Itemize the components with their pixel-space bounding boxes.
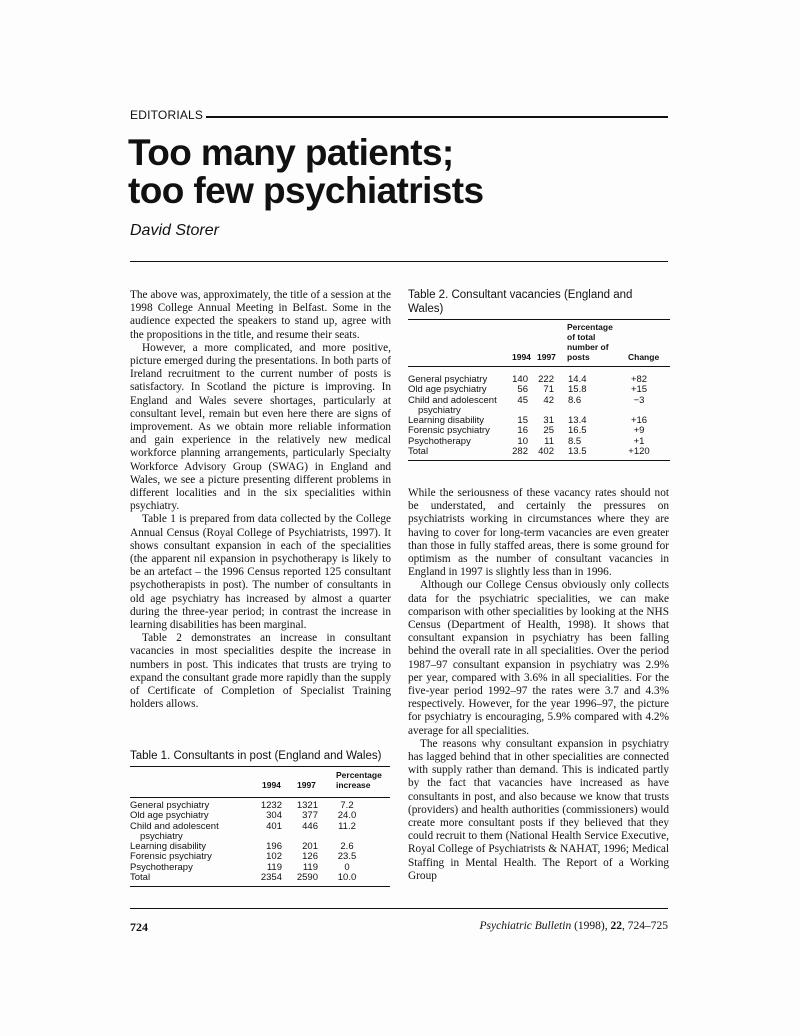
cell-y1997: 402 [538,446,554,458]
cell-change: +15 [630,384,648,396]
header-1994: 1994 [262,780,281,790]
cell-change: −3 [633,394,645,406]
cell-pct: 11.2 [338,820,356,832]
cell-y1994: 10 [517,435,528,447]
row-label: General psychiatry [130,800,210,811]
section-rule [206,116,668,118]
right-column [408,487,669,883]
cell-y1997: 31 [543,415,554,427]
paragraph: Although our College Census obviously only collects data for the psychiatric specialities, we can make comparison with other specialities by looking at the NHS Census (Department of Health, 1998). It shows that consultant expansion in psychiatry has been falling behind the overall rate in all specialities. Over the period 1987–97 consultant expansion in psychiatry was 2.9% per year, compared with 3.6% in all specialities. For the five-year period 1992–97 the rates were 3.7 and 4.3% respectively. However, for the year 1996–97, the picture for psychiatry is encouraging, 5.9% compared with 4.2% average for all specialities. [408,579,669,737]
header-1997: 1997 [297,780,316,790]
cell-pct: 16.5 [568,425,587,437]
paragraph: Table 2 demonstrates an increase in consultant vacancies in most specialities despite the increase in numbers in post. This indicates that trusts are trying to expand the consultant grade more rapidly than the supply of Certificate of Completion of Specialist Training holders allows. [130,632,391,711]
table2 [408,319,670,461]
cell-y1994: 16 [517,425,528,437]
journal-volume: 22 [610,920,622,932]
row-label: Child and adolescent [130,820,219,832]
journal-citation [480,920,668,932]
cell-y1997: 201 [302,841,318,853]
journal-name: Psychiatric Bulletin [479,920,572,932]
title-line-1: Too many patients; [128,132,454,173]
table-rule [408,460,670,461]
table2-caption: Table 2. Consultant vacancies (England and Wales) [408,289,633,315]
cell-y1994: 15 [517,415,528,427]
row-label: Total [408,446,429,458]
cell-pct: 23.5 [337,851,357,863]
cell-y1994: 2354 [260,872,282,884]
cell-y1997: 119 [302,861,318,873]
cell-y1994: 1232 [260,800,282,811]
header-pct-line3: number of [567,342,609,352]
cell-y1997: 2590 [296,872,318,884]
paragraph: However, a more complicated, and more positive, picture emerged during the presentations. In both parts of Ireland recruitment to the current number of posts is satisfactory. In Scotland the picture is improving. In England and Wales severe shortages, particularly at consultant level, remain but even here there are signs of improvement. As we obtain more reliable information and gain experience in the relatively new medical workforce planning arrangements, particularly Specialty Workforce Advisory Group (SWAG) in England and Wales, we see a picture presenting different problems in different localities and in the six specialities within psychiatry. [130,341,391,513]
section-label: EDITORIALS [130,108,204,122]
row-label: Old age psychiatry [130,810,209,822]
row-label: Child and adolescent [408,394,497,406]
table-row [408,396,670,417]
header-divider [130,261,668,262]
row-label-continued: psychiatry [140,830,183,842]
cell-change: +82 [630,374,648,385]
cell-pct: 10.0 [337,872,357,884]
header-pct-line2: increase [336,780,371,790]
header-pct-line4: posts [567,352,590,362]
cell-y1994: 56 [517,384,528,396]
cell-y1997: 377 [302,810,318,822]
table1 [130,766,390,887]
cell-change: +9 [633,425,645,437]
article-title [128,134,668,210]
cell-pct: 7.2 [340,800,354,811]
cell-y1994: 304 [266,810,282,822]
cell-y1997: 42 [543,394,554,406]
cell-y1994: 119 [266,861,282,873]
row-label: Old age psychiatry [408,384,487,396]
cell-pct: 0 [344,861,350,873]
cell-y1997: 71 [543,384,554,396]
row-label: Forensic psychiatry [130,851,212,863]
row-label: Forensic psychiatry [408,425,490,437]
paragraph: The above was, approximately, the title of a session at the 1998 College Annual Meeting in Belfast. Some in the audience expected the speakers to stand up, agree with the propositions in the title, and resume their seats. [130,289,391,341]
cell-y1997: 1321 [296,800,318,811]
cell-y1994: 102 [266,851,282,863]
table2-header [408,320,670,366]
page-number: 724 [130,920,148,934]
cell-y1997: 446 [302,820,318,832]
cell-pct: 2.6 [340,841,354,853]
row-label: Psychotherapy [130,861,193,873]
cell-y1997: 126 [302,851,318,863]
title-line-2: too few psychiatrists [128,170,484,211]
table-row [130,822,390,843]
section-header [130,108,668,124]
cell-change: +16 [630,415,648,427]
journal-pages: , 724–725 [622,920,668,932]
cell-y1994: 196 [266,841,282,853]
row-label-continued: psychiatry [418,404,461,416]
cell-pct: 8.5 [568,435,582,447]
cell-y1994: 140 [512,374,528,385]
header-pct-line2: of total [567,332,596,342]
row-label: Psychotherapy [408,435,471,447]
table-rule [130,886,390,887]
table1-caption: Table 1. Consultants in post (England and Wales) [130,750,382,762]
header-change: Change [628,352,660,362]
header-pct-line1: Percentage [336,770,382,780]
cell-y1997: 11 [544,435,554,447]
cell-y1997: 222 [538,374,554,385]
left-column [130,289,391,712]
cell-change: +120 [628,446,650,458]
paragraph: The reasons why consultant expansion in psychiatry has lagged behind that in other specialities are connected with supply rather than demand. This is indicated partly by the fact that vacancies have increased as have consultants in post, and also because we know that trusts (providers) and health authorities (commissioners) would create more consultant posts if they believed that they could recruit to them (National Health Service Executive, Royal College of Psychiatrists & NAHAT, 1996; Medical Staffing in Mental Health. The Report of a Working Group [408,737,669,882]
cell-pct: 14.4 [568,374,587,385]
cell-y1994: 401 [266,820,282,832]
cell-pct: 8.6 [568,394,582,406]
cell-pct: 13.4 [568,415,587,427]
header-pct-line1: Percentage [567,322,613,332]
journal-year: (1998), [574,920,608,932]
table1-header [130,767,390,797]
table-row [408,447,670,457]
cell-pct: 24.0 [337,810,357,822]
cell-y1997: 25 [543,425,554,437]
cell-y1994: 45 [517,394,528,406]
author-name: David Storer [130,222,219,239]
footer-rule [130,908,668,909]
header-1994: 1994 [512,352,531,362]
table2-body [408,375,670,457]
row-label: Learning disability [130,841,207,853]
cell-y1994: 282 [512,446,528,458]
paragraph: While the seriousness of these vacancy rates should not be understated, and certainly the pressures on psychiatrists working in circumstances where they are having to cover for long-term vacancies are even greater than those in fully staffed areas, there is some ground for optimism as the number of consultant vacancies in England in 1997 is slightly less than in 1996. [408,487,669,579]
table1-body [130,801,390,883]
cell-change: +1 [633,435,645,447]
row-label: Learning disability [408,415,485,427]
table-row [130,873,390,883]
row-label: General psychiatry [408,374,488,385]
cell-pct: 15.8 [568,384,587,396]
cell-pct: 13.5 [568,446,587,458]
paragraph: Table 1 is prepared from data collected by the College Annual Census (Royal College of Psychiatrists, 1997). It shows consultant expansion in each of the specialities (the apparent nil expansion in psychotherapy is likely to be an artefact – the 1996 Census reported 125 consultant psychotherapists in post). The number of consultants in old age psychiatry has increased by almost a quarter during the three-year period; in contrast the increase in learning disabilities has been marginal. [130,513,391,632]
header-1997: 1997 [537,352,556,362]
row-label: Total [130,872,151,884]
